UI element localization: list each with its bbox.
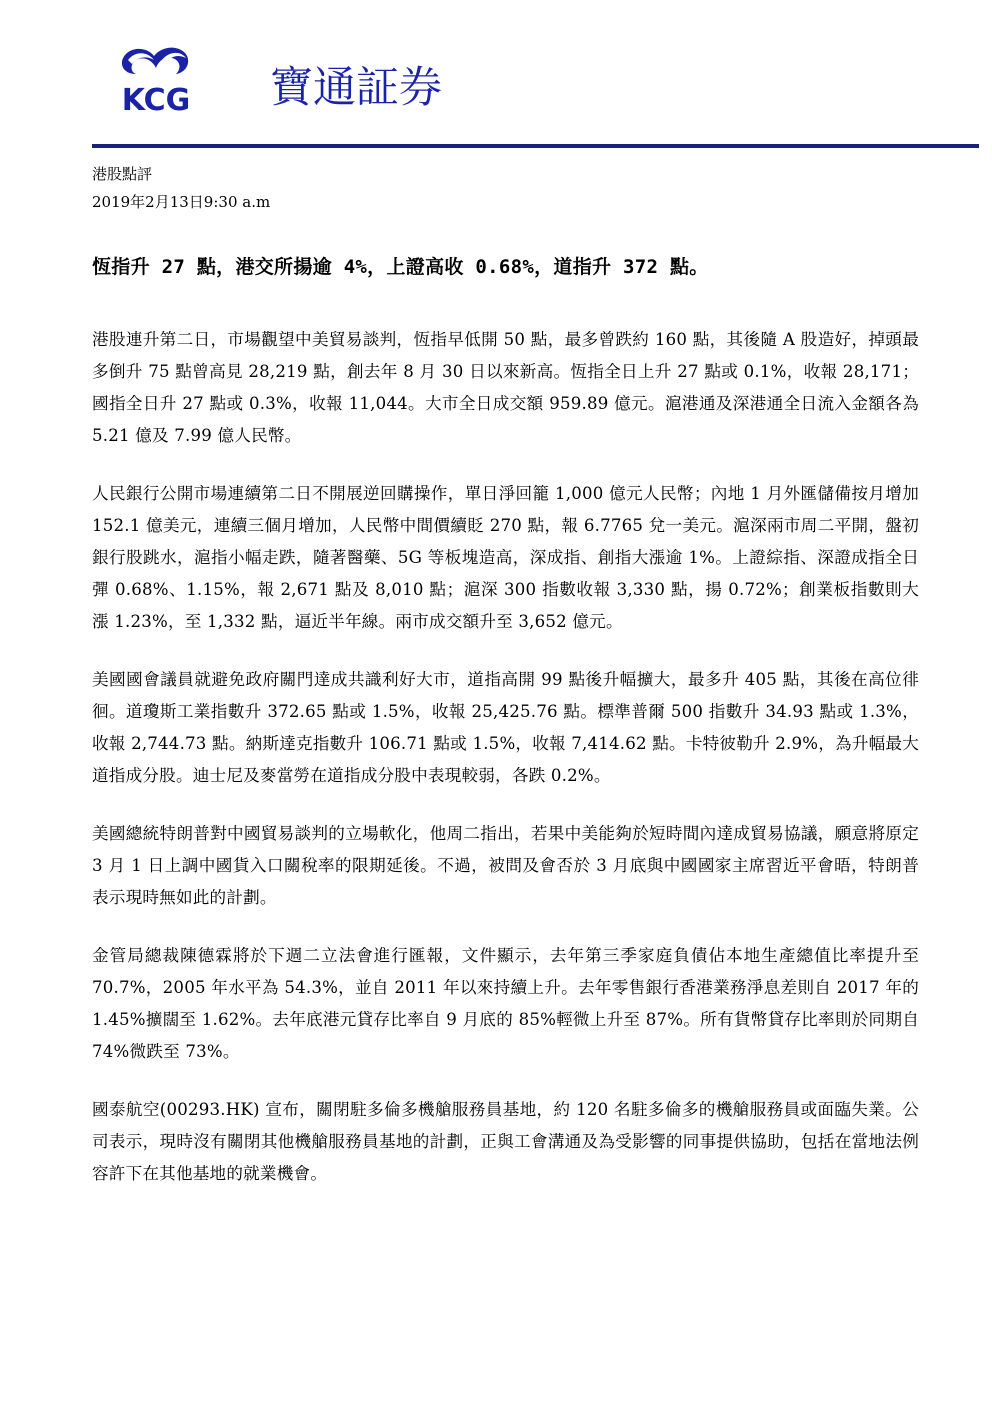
brand-name: 寶通証券 xyxy=(270,63,442,113)
paragraph-hk-market: 港股連升第二日，市場觀望中美貿易談判，恆指早低開 50 點，最多曾跌約 160 點，其後隨 A 股造好，掉頭最多倒升 75 點曾高見 28,219 點，創去年 8 月 30 日以來新高。恆指全日上升 27 點或 0.1%，收報 28,171；國指全日升 27 點或 0.3%，收報 11,044。大市全日成交額 959.89 億元。滬港通及深港通全日流入金額各為 5.21 億及 7.99 億人民幣。 xyxy=(92,330,919,445)
report-headline: 恆指升 27 點，港交所揚逾 4%，上證高收 0.68%，道指升 372 點。 xyxy=(92,256,709,278)
report-category: 港股點評 xyxy=(92,165,153,183)
page-header xyxy=(0,0,992,150)
report-meta xyxy=(92,160,270,216)
paragraph-us-market: 美國國會議員就避免政府關門達成共識利好大市，道指高開 99 點後升幅擴大，最多升 405 點，其後在高位徘徊。道瓊斯工業指數升 372.65 點或 1.5%，收報 25,425.76 點。標準普爾 500 指數升 34.93 點或 1.3%，收報 2,744.73 點。納斯達克指數升 106.71 點或 1.5%，收報 7,414.62 點。卡特彼勒升 2.9%，為升幅最大道指成分股。迪士尼及麥當勞在道指成分股中表現較弱，各跌 0.2%。 xyxy=(92,670,919,785)
report-datetime: 2019年2月13日9:30 a.m xyxy=(92,193,271,211)
paragraph-china-market: 人民銀行公開市場連續第二日不開展逆回購操作，單日淨回籠 1,000 億元人民幣；內地 1 月外匯儲備按月增加 152.1 億美元，連續三個月增加，人民幣中間價續貶 270 點，報 6.7765 兌一美元。滬深兩市周二平開，盤初銀行股跳水，滬指小幅走跌，隨著醫藥、5G 等板塊造高，深成指、創指大漲逾 1%。上證綜指、深證成指全日彈 0.68%、1.15%，報 2,671 點及 8,010 點；滬深 300 指數收報 3,330 點，揚 0.72%；創業板指數則大漲 1.23%，至 1,332 點，逼近半年線。兩市成交額升至 3,652 億元。 xyxy=(92,484,919,631)
kcg-logo xyxy=(108,34,204,118)
kcg-logo-text: KCG xyxy=(121,83,191,118)
paragraph-cathay: 國泰航空(00293.HK) 宣布，關閉駐多倫多機艙服務員基地，約 120 名駐多倫多的機艙服務員或面臨失業。公司表示，現時沒有關閉其他機艙服務員基地的計劃，正與工會溝通及為受影響的同事提供協助，包括在當地法例容許下在其他基地的就業機會。 xyxy=(92,1100,919,1183)
paragraph-trade-talks: 美國總統特朗普對中國貿易談判的立場軟化，他周二指出，若果中美能夠於短時間內達成貿易協議，願意將原定 3 月 1 日上調中國貨入口關稅率的限期延後。不過，被問及會否於 3 月底與中國國家主席習近平會晤，特朗普表示現時無如此的計劃。 xyxy=(92,824,919,907)
report-body xyxy=(92,324,919,1216)
header-divider xyxy=(92,144,979,148)
paragraph-hkma: 金管局總裁陳德霖將於下週二立法會進行匯報，文件顯示，去年第三季家庭負債佔本地生產總值比率提升至 70.7%，2005 年水平為 54.3%，並自 2011 年以來持續上升。去年零售銀行香港業務淨息差則自 2017 年的 1.45%擴闊至 1.62%。去年底港元貸存比率自 9 月底的 85%輕微上升至 87%。所有貨幣貸存比率則於同期自 74%微跌至 73%。 xyxy=(92,946,919,1061)
